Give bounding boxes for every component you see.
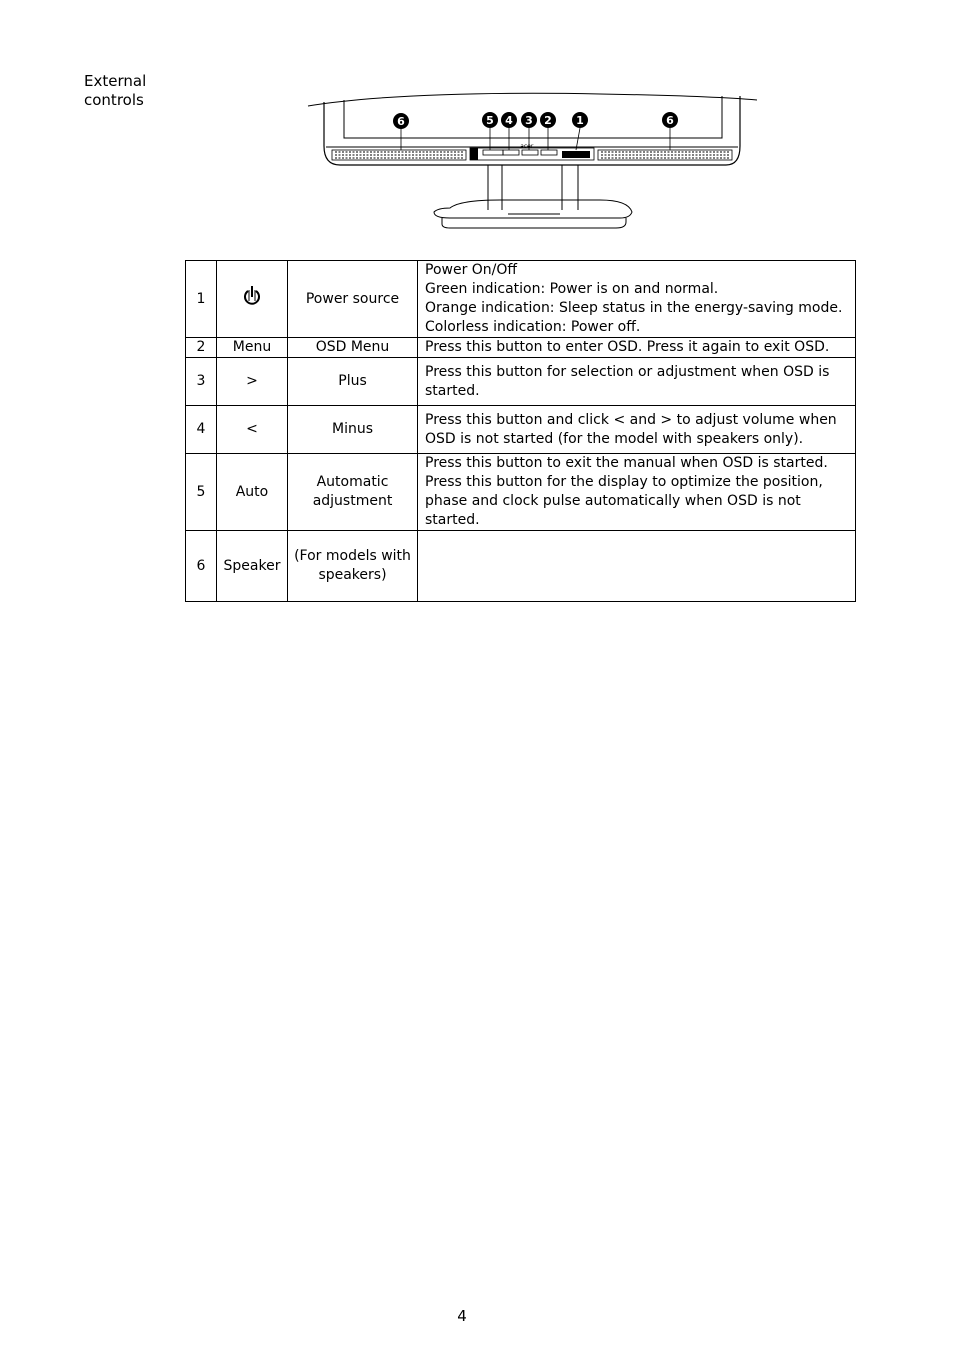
row-number: 1 <box>186 261 217 338</box>
row-function: Power source <box>288 261 418 338</box>
row-function: Minus <box>288 406 418 454</box>
row-function: (For models with speakers) <box>288 531 418 602</box>
row-description <box>418 358 856 406</box>
table-row <box>186 261 856 338</box>
table-row <box>186 358 856 406</box>
controls-table <box>185 260 856 602</box>
callout-4: 4 <box>505 114 513 127</box>
section-title <box>84 72 146 110</box>
description-line: Colorless indication: Power off. <box>425 319 641 335</box>
row-number: 5 <box>186 454 217 531</box>
row-number: 4 <box>186 406 217 454</box>
description-line: Press this button to exit the manual when OSD is started. <box>425 455 828 471</box>
callout-2: 2 <box>544 114 552 127</box>
row-number: 3 <box>186 358 217 406</box>
description-line: Power On/Off <box>425 262 518 278</box>
description-line: Press this button to enter OSD. Press it again to exit OSD. <box>425 339 830 355</box>
row-symbol: < <box>217 406 288 454</box>
row-symbol: Menu <box>217 338 288 358</box>
page-number: 4 <box>457 1307 467 1325</box>
description-line: Press this button for selection or adjustment when OSD is started. <box>425 363 830 399</box>
table-row <box>186 454 856 531</box>
table-row <box>186 406 856 454</box>
power-icon <box>243 285 261 307</box>
description-line: Press this button and click < and > to adjust volume when OSD is not started (for the model with speakers only). <box>425 411 837 447</box>
row-description <box>418 261 856 338</box>
monitor-diagram <box>300 88 762 233</box>
row-description <box>418 531 856 602</box>
row-number: 2 <box>186 338 217 358</box>
callout-6-left: 6 <box>397 115 405 128</box>
row-function: Plus <box>288 358 418 406</box>
row-symbol: Speaker <box>217 531 288 602</box>
row-symbol <box>217 261 288 338</box>
callout-1: 1 <box>576 114 584 127</box>
row-description <box>418 338 856 358</box>
description-line: Green indication: Power is on and normal. <box>425 281 719 297</box>
description-line: Orange indication: Sleep status in the energy-saving mode. <box>425 300 843 316</box>
row-description <box>418 406 856 454</box>
callout-group <box>393 112 678 129</box>
callout-3: 3 <box>525 114 533 127</box>
description-line: Press this button for the display to optimize the position, phase and clock pulse automatically when OSD is not started. <box>425 474 823 528</box>
section-title-line2: controls <box>84 91 144 109</box>
row-symbol: > <box>217 358 288 406</box>
table-row <box>186 531 856 602</box>
row-function: Automatic adjustment <box>288 454 418 531</box>
svg-text:acer: acer <box>520 143 534 150</box>
section-title-line1: External <box>84 72 147 90</box>
callout-6-right: 6 <box>666 114 674 127</box>
row-number: 6 <box>186 531 217 602</box>
callout-5: 5 <box>486 114 494 127</box>
row-description <box>418 454 856 531</box>
table-row <box>186 338 856 358</box>
row-function: OSD Menu <box>288 338 418 358</box>
row-symbol: Auto <box>217 454 288 531</box>
